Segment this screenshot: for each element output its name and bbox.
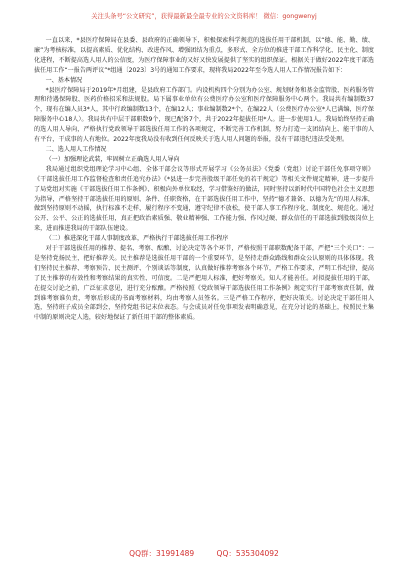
section-heading-personnel-work: 二、选人用人工作情况 xyxy=(45,145,107,153)
basic-situation-paragraph: *县医疗保障局于2019年*月组建，是县政府工作部门。内设机构四个分别为办公室、规划财务和基金监管股、医药服务管理和待遇保障股、医药价格招采和法规股。局下属事业单位有公费医疗办公室和医疗保障服务中心两个。我局共有编制数37个，现有在编人员3*人，其中行政编制数13个，在编12人；事业编制数2*个，在编22人（公费医疗办公室*人已满编，医疗保障服务中心18人）。我局共有中层干部职数9个，现已配备7个，共于2022年提拔任用*人。进一步使用1人。我局始终坚持正确的选人用人导向，严格执行党政领导干部选拔任用工作的各项规定，不断完善工作机制，努力打造一支团结向上、能干事的人有平台，干成事的人有地位。2022年度我局没有收到任何反映关于选人用人问题的举报，没有干部违纪违法受处理。 xyxy=(34,86,374,144)
document-body xyxy=(34,36,374,542)
reform-paragraph: 对于干部选拔任用的推荐、提名、考察、酝酿、讨论决定等各个环节，严格按照干部职数配备干部，严把“三个关口”：一是坚持党扬民主，把好推荐关。民主推荐是选拔任用干部的一个重要环节，是坚持走群众路线和群众公认原则的具体体现。我们坚持民主推荐、考察预告、民主测评、个别谈话等制度，认真做好推荐考察各个环节，严格工作要求，严明工作纪律，提高了民主推荐的有效性和考察结果的真实性、可信度。二是严把用人标准，把好考察关。知人才能善任。对拟提拔任用的干部，在提交讨论之前，广泛征求意见，进行充分酝酿。严格按照《党政领导干部选拔任用工作条例》规定实行干部考察责任制，做到谁考察谁负责，考察后形成的书面考察材料，均由考察人员签名。三是严格工作程序，把好决策关。讨论决定干部任用人选，坚持班子成员全部到会，坚持党组书记末位表态。与会成员对任免事项发表明确意见，在充分讨论的基础上，按照民主集中制的原则决定人选，较好地保证了新任用干部的整体素质。 xyxy=(34,245,374,322)
contact-footer xyxy=(0,548,408,560)
intro-paragraph: 一直以来，*县医疗保障局在县委、县政府的正确领导下，积极探索科学规范的选拔任用干部机制，以“德、能、勤、绩、廉”为考核标准，以提高素质、优化结构、改进作风、增强团结为重点，多形式、全方位的推进干部工作科学化、民主化、制度化进程，不断提高选人用人的公信度，为医疗保障事业的又好又快发展提供了坚实的组织保证。根据关于做好2022年度干部选拔任用工作“一报告两评议”*组通〔2023〕3号的通知工作要求，现将我局2022年至今选人用人工作情况报告如下： xyxy=(34,37,374,74)
subsection-heading-reform: （二）推进深化干部人事制度改革，严格执行干部选拔任用工作程序 xyxy=(45,235,229,243)
qq-contact-text: QQ：535304092 xyxy=(216,549,279,558)
theory-paragraph: 我局通过组织党组理论学习中心组、全体干部会议等形式开展学习《公务员法》《党委（党组）讨论干部任免事项守则》《干部选拔任用工作监督检查和责任追究办法》《*县进一步完善股级干部任免的若干规定》等相关文件规定精神，进一步提升了局党组对实施《干部选拔任用工作条例》、积极向外单位取经，学习借鉴好的做法，同时坚持以新时代中国特色社会主义思想为指导，严格坚持干部选拔任用的原则、条件、任职资格，在干部选拔任用工作中，坚持“德才兼备、以德为先”的用人标准，做到坚持原则不动摇，执行标准不走样，履行程序不变通，遵守纪律不放松，使干部人事工作程序化、制度化、规范化。通过公开、公平、公正的选拔任用，真正把政治素质强、敬业精神强、工作能力强、作风过硬、群众信任的干部选拔到股级岗位上来，进而推进我局的干部队伍建设。 xyxy=(34,165,374,233)
promotion-banner: 关注头条号“公文研究”，获得最新最全最专业的公文资料库！ 微信：gongwenyj xyxy=(91,13,317,20)
subsection-heading-theory: （一）加强理论武装，牢固树立正确选人用人导向 xyxy=(45,155,180,163)
qq-group-text: QQ群：31991489 xyxy=(129,549,195,558)
section-heading-basic-situation: 一、基本情况 xyxy=(45,76,83,84)
